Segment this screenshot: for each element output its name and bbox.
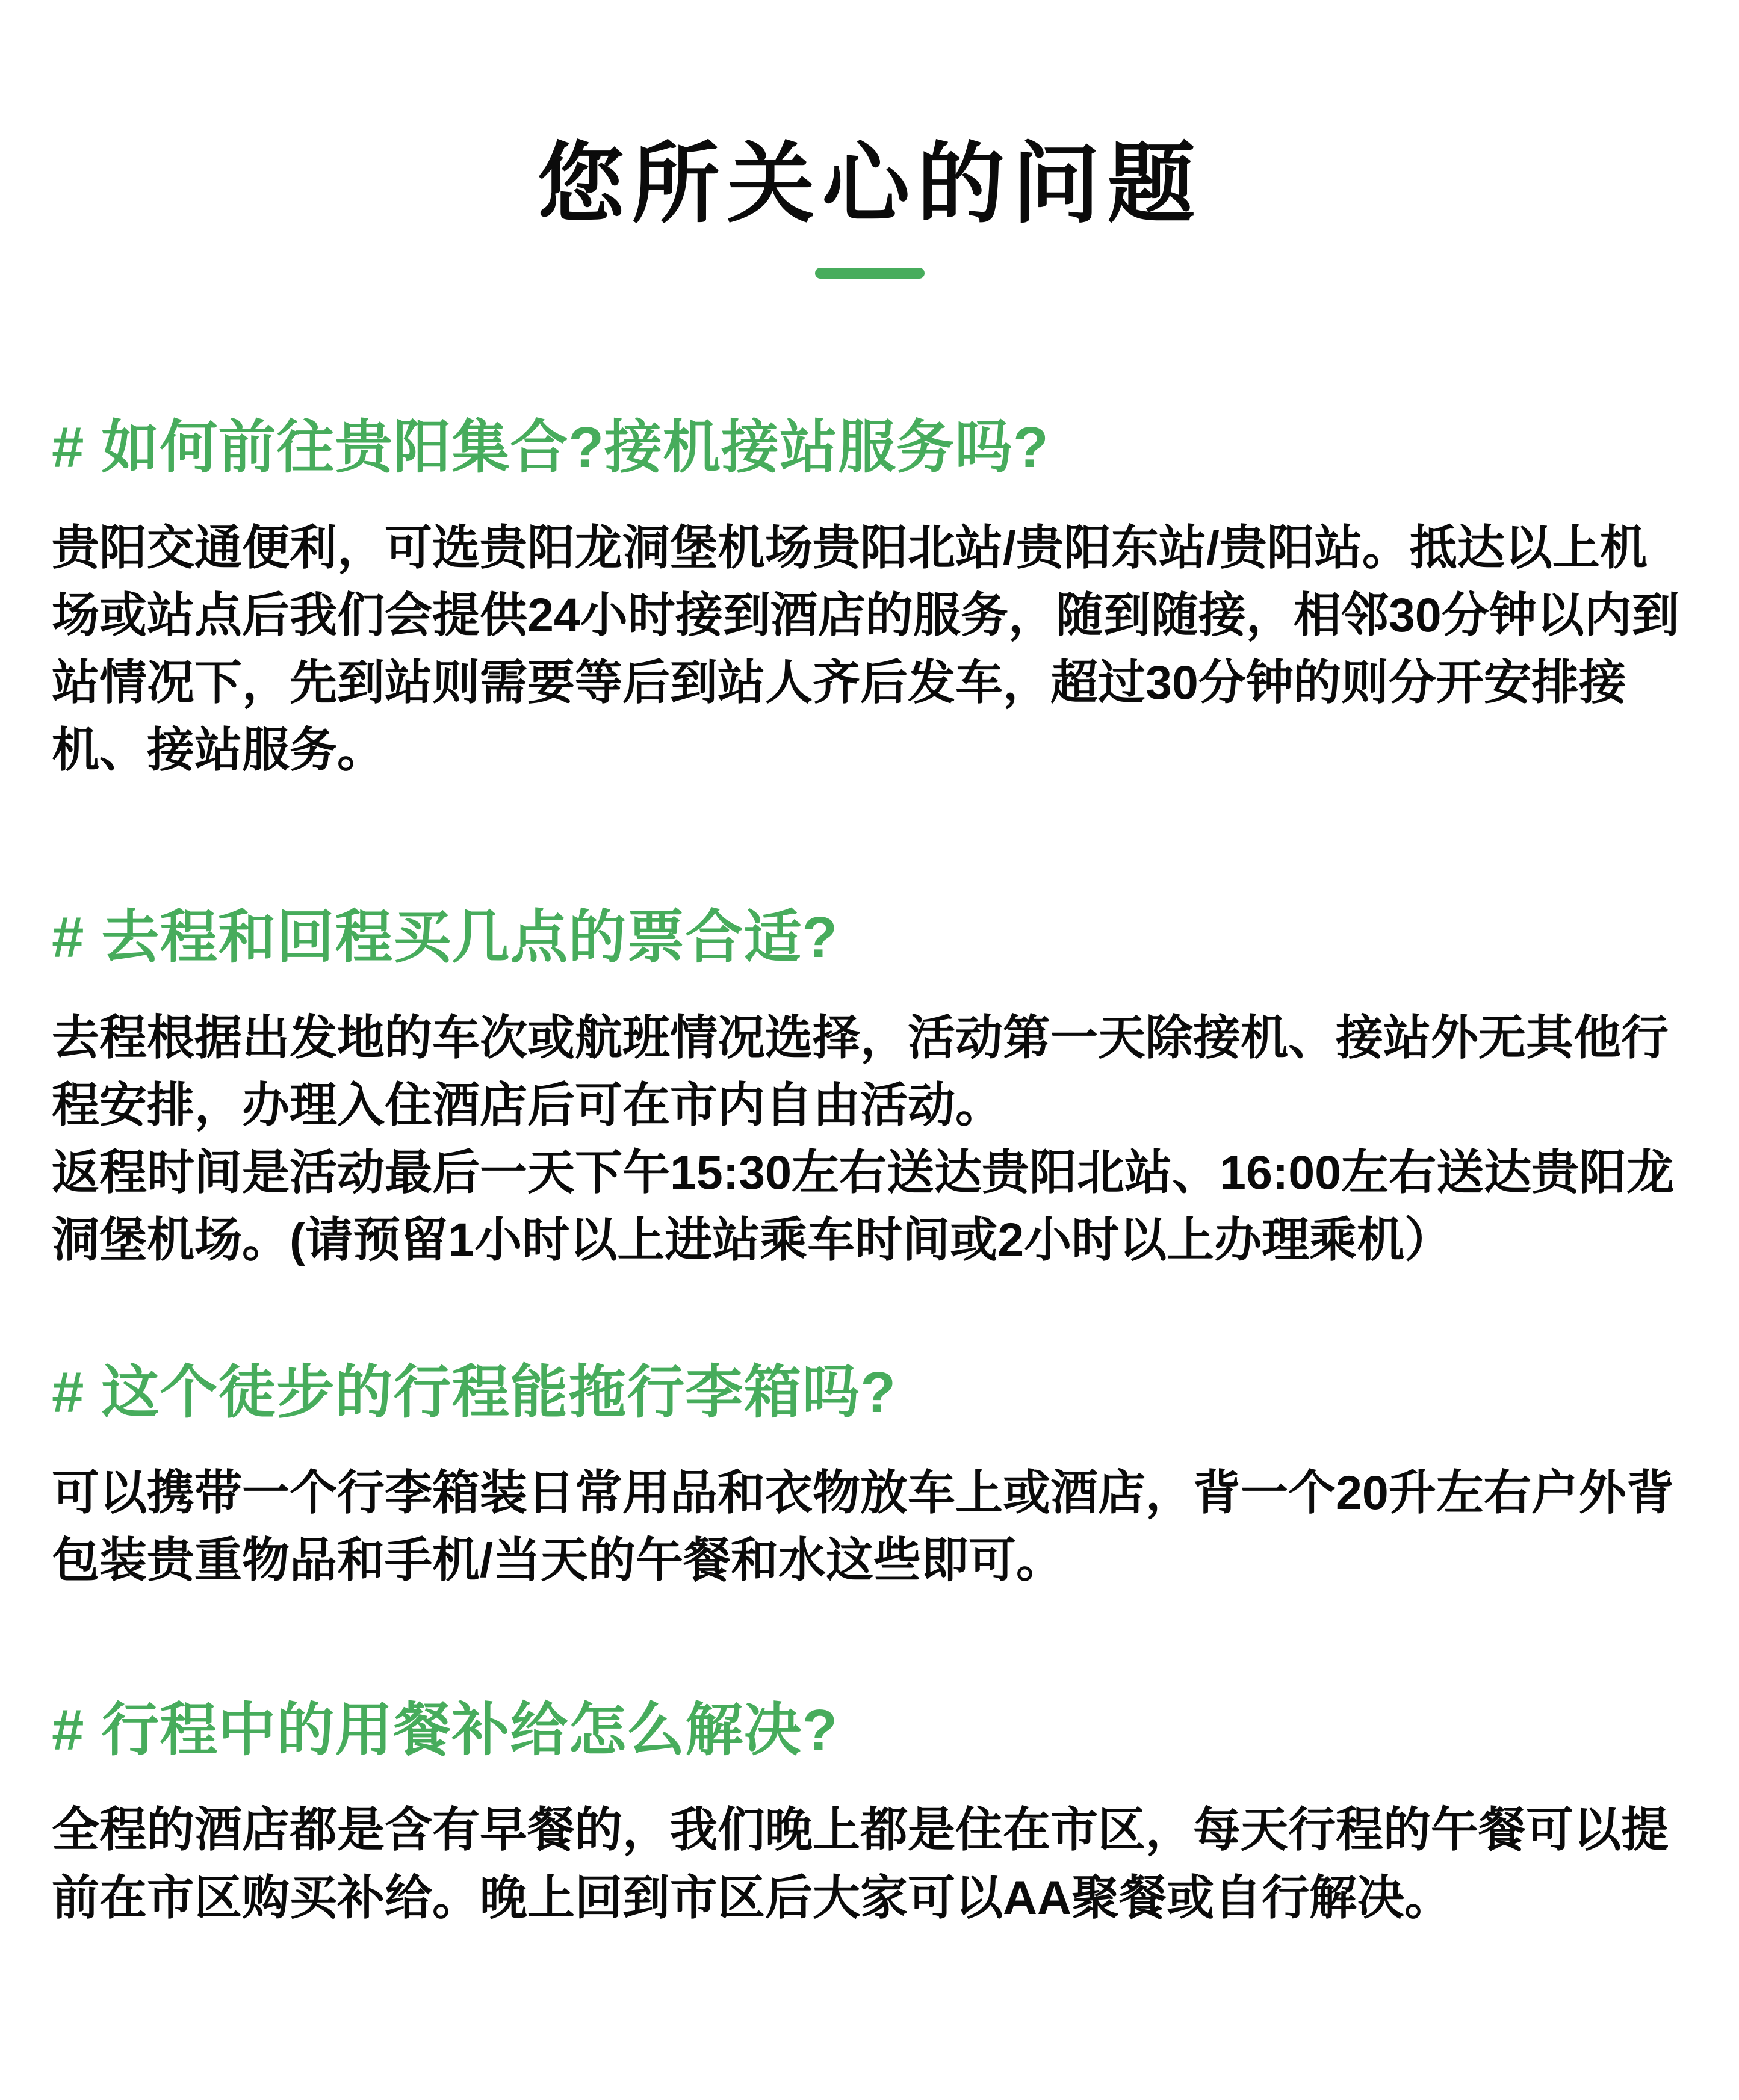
title-underline (815, 268, 925, 279)
hash-mark: # (52, 1698, 85, 1763)
question-text: 行程中的用餐补给怎么解决? (101, 1698, 839, 1763)
question-heading (52, 1360, 1687, 1426)
question-text: 去程和回程买几点的票合适? (101, 905, 839, 970)
question-heading (52, 905, 1687, 971)
page-header (0, 0, 1739, 279)
hash-mark: # (52, 1360, 85, 1425)
page-title: 您所关心的问题 (536, 135, 1203, 233)
faq-section (52, 415, 1687, 784)
faq-content (0, 415, 1739, 2100)
hash-mark: # (52, 905, 85, 970)
question-text: 这个徒步的行程能拖行李箱吗? (101, 1360, 897, 1425)
question-text: 如何前往贵阳集合?接机接站服务吗? (101, 415, 1049, 480)
answer-paragraph: 返程时间是活动最后一天下午15:30左右送达贵阳北站、16:00左右送达贵阳龙洞堡机场。(请预留1小时以上进站乘车时间或2小时以上办理乘机） (52, 1145, 1675, 1267)
hash-mark: # (52, 415, 85, 480)
answer-paragraph: 可以携带一个行李箱装日常用品和衣物放车上或酒店，背一个20升左右户外背包装贵重物品和手机/当天的午餐和水这些即可。 (52, 1465, 1674, 1587)
question-heading (52, 415, 1687, 481)
faq-section (52, 905, 1687, 1274)
faq-section (52, 1360, 1687, 1594)
answer-paragraph: 贵阳交通便利，可选贵阳龙洞堡机场贵阳北站/贵阳东站/贵阳站。抵达以上机场或站点后我们会提供24小时接到酒店的服务，随到随接，相邻30分钟以内到站情况下，先到站则需要等后到站人齐后发车，超过30分钟的则分开安排接机、接站服务。 (52, 520, 1679, 777)
question-heading (52, 1697, 1687, 1764)
faq-section (52, 1697, 1687, 1931)
answer-paragraph: 全程的酒店都是含有早餐的，我们晚上都是住在市区，每天行程的午餐可以提前在市区购买补给。晚上回到市区后大家可以AA聚餐或自行解决。 (52, 1803, 1669, 1924)
answer-paragraph: 去程根据出发地的车次或航班情况选择，活动第一天除接机、接站外无其他行程安排，办理入住酒店后可在市内自由活动。 (52, 1010, 1669, 1132)
